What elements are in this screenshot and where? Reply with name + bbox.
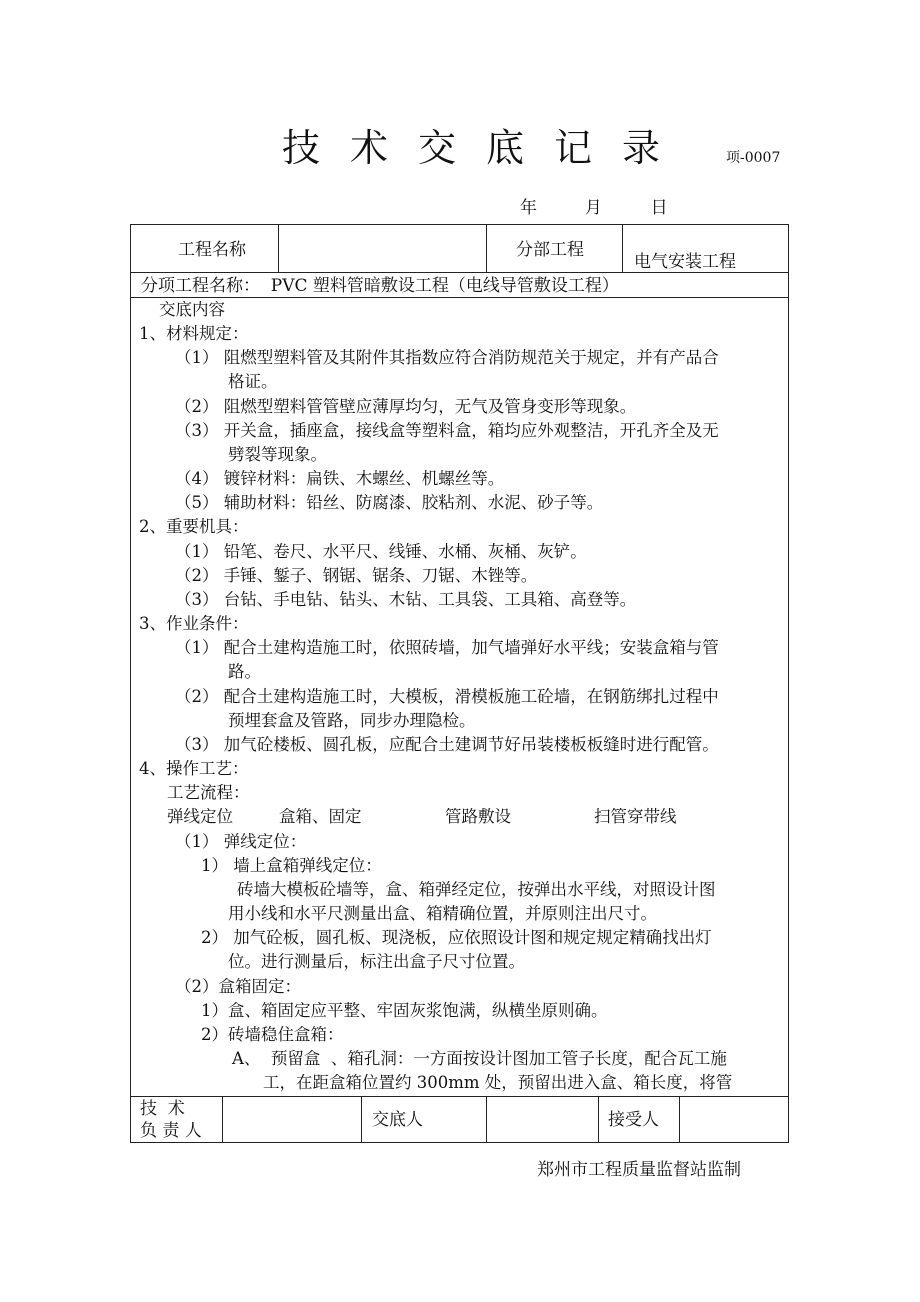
content-line: （2） 阻燃型塑料管管壁应薄厚均匀，无气及管身变形等现象。 [175, 397, 637, 416]
issuer-footer: 郑州市工程质量监督站监制 [537, 1160, 741, 1180]
content-line: （1） 弹线定位： [175, 832, 307, 851]
document-title: 技术交底记录 [282, 126, 691, 170]
project-name-label: 工程名称 [178, 240, 246, 260]
content-line: （2） 手锤、錾子、钢锯、锯条、刀锯、木锉等。 [175, 566, 538, 585]
content-heading: 交底内容 [159, 300, 225, 319]
subitem-name: 分项工程名称： PVC 塑料管暗敷设工程（电线导管敷设工程） [141, 276, 619, 296]
content-line: 2）砖墙稳住盒箱： [201, 1025, 344, 1044]
col-divider [598, 1096, 599, 1143]
content-line: 2） 加气砼板，圆孔板、现浇板，应依照设计图和规定规定精确找出灯 [201, 928, 712, 947]
content-line: 路。 [228, 662, 261, 681]
section-heading: 1、材料规定： [139, 324, 249, 343]
content-line: 劈裂等现象。 [228, 445, 327, 464]
division-value: 电气安装工程 [634, 252, 736, 272]
date-month-label: 月 [584, 198, 602, 218]
process-step: 盒箱、固定 [279, 807, 362, 826]
col-divider [361, 1096, 362, 1143]
section-heading: 4、操作工艺： [139, 759, 249, 778]
col-divider [222, 1096, 223, 1143]
content-line: （3） 开关盒，插座盒，接线盒等塑料盒，箱均应外观整洁，开孔齐全及无 [175, 421, 719, 440]
content-line: （4） 镀锌材料：扁铁、木螺丝、机螺丝等。 [175, 469, 505, 488]
content-line: 砖墙大模板砼墙等，盒、箱弹经定位，按弹出水平线，对照设计图 [237, 880, 716, 899]
form-code: 项-0007 [726, 150, 781, 166]
process-step: 扫管穿带线 [594, 807, 677, 826]
tech-lead-label-top: 技 术 [140, 1099, 185, 1119]
content-line: （1） 铅笔、卷尺、水平尺、线锤、水桶、灰桶、灰铲。 [175, 542, 587, 561]
content-line: （1） 阻燃型塑料管及其附件其指数应符合消防规范关于规定，并有产品合 [175, 348, 719, 367]
process-step: 弹线定位 [167, 807, 233, 826]
row-divider-2 [130, 297, 789, 298]
row-divider-3 [130, 1096, 789, 1097]
content-line: （1） 配合土建构造施工时，依照砖墙，加气墙弹好水平线；安装盒箱与管 [175, 638, 719, 657]
col-divider [486, 1096, 487, 1143]
receiver-label: 接受人 [608, 1110, 659, 1130]
division-label: 分部工程 [516, 240, 584, 260]
col-divider [486, 224, 487, 272]
section-heading: 3、作业条件： [139, 614, 249, 633]
content-line: 格证。 [228, 372, 278, 391]
content-line: A、 预留盒 、箱孔洞：一方面按设计图加工管子长度，配合瓦工施 [232, 1049, 727, 1068]
content-line: （3） 台钻、手电钻、钻头、木钻、工具袋、工具箱、高登等。 [175, 590, 637, 609]
date-line [520, 193, 668, 218]
process-step: 管路敷设 [445, 807, 511, 826]
content-line: 用小线和水平尺测量出盒、箱精确位置，并原则注出尺寸。 [228, 904, 657, 923]
content-line: 位。进行测量后，标注出盒子尺寸位置。 [228, 952, 525, 971]
date-year-label: 年 [520, 198, 537, 218]
col-divider [278, 224, 279, 272]
content-line: 1）盒、箱固定应平整、牢固灰浆饱满，纵横坐原则确。 [201, 1001, 608, 1020]
content-line: 工，在距盒箱位置约 300mm 处，预留出进入盒、箱长度，将管 [263, 1073, 733, 1092]
col-divider [622, 224, 623, 272]
content-line: （3） 加气砼楼板、圆孔板，应配合土建调节好吊装楼板板缝时进行配管。 [175, 735, 719, 754]
content-line: 预埋套盒及管路，同步办理隐检。 [228, 711, 476, 730]
process-heading: 工艺流程： [167, 783, 250, 802]
content-line: （2）盒箱固定： [175, 977, 301, 996]
discloser-label: 交底人 [372, 1110, 423, 1130]
content-line: （2） 配合土建构造施工时，大模板，滑模板施工砼墙，在钢筋绑扎过程中 [175, 687, 719, 706]
content-line: 1） 墙上盒箱弹线定位： [201, 856, 382, 875]
date-day-label: 日 [650, 198, 668, 218]
section-heading: 2、重要机具： [139, 517, 249, 536]
col-divider [679, 1096, 680, 1143]
content-line: （5） 辅助材料：铅丝、防腐漆、胶粘剂、水泥、砂子等。 [175, 493, 604, 512]
tech-lead-label-bottom: 负 责 人 [140, 1121, 202, 1141]
